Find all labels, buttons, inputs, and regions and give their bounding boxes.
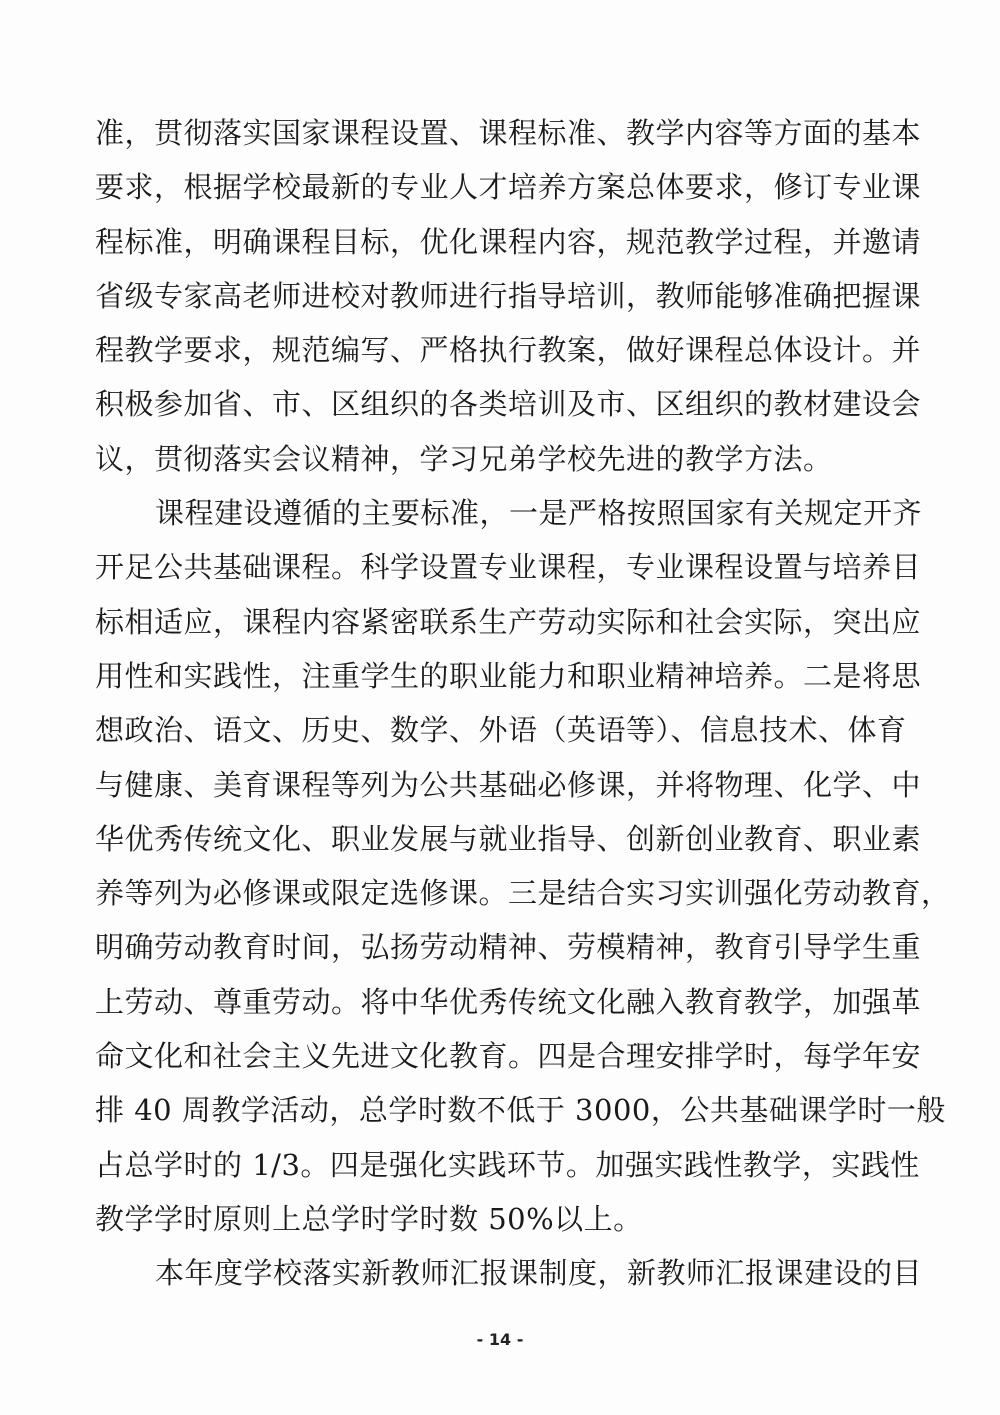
text-line: 占总学时的 1/3。四是强化实践环节。加强实践性教学，实践性 (95, 1147, 920, 1182)
page-number: - 14 - (476, 1330, 524, 1349)
text-line: 程教学要求，规范编写、严格执行教案，做好课程总体设计。并 (95, 333, 922, 368)
text-line: 华优秀传统文化、职业发展与就业指导、创新创业教育、职业素 (95, 821, 922, 856)
text-line: 明确劳动教育时间，弘扬劳动精神、劳模精神，教育引导学生重 (95, 930, 922, 965)
text-line: 排 40 周教学活动，总学时数不低于 3000，公共基础课学时一般 (95, 1093, 946, 1128)
text-line: 与健康、美育课程等列为公共基础必修课，并将物理、化学、中 (95, 767, 922, 802)
text-line: 要求，根据学校最新的专业人才培养方案总体要求，修订专业课 (95, 170, 922, 205)
paragraph-start-line: 本年度学校落实新教师汇报课制度，新教师汇报课建设的目 (155, 1256, 923, 1291)
text-line: 议，贯彻落实会议精神，学习兄弟学校先进的教学方法。 (95, 441, 833, 476)
text-line: 开足公共基础课程。科学设置专业课程，专业课程设置与培养目 (95, 550, 922, 585)
text-line: 用性和实践性，注重学生的职业能力和职业精神培养。二是将思 (95, 658, 922, 693)
paragraph-start-line: 课程建设遵循的主要标准，一是严格按照国家有关规定开齐 (155, 496, 923, 531)
text-line: 准，贯彻落实国家课程设置、课程标准、教学内容等方面的基本 (95, 116, 922, 150)
text-line: 想政治、语文、历史、数学、外语（英语等）、信息技术、体育 (95, 713, 907, 748)
text-line: 省级专家高老师进校对教师进行指导培训，教师能够准确把握课 (95, 278, 922, 313)
body-text (95, 106, 951, 1301)
text-line: 积极参加省、市、区组织的各类培训及市、区组织的教材建设会 (95, 387, 922, 422)
text-line: 教学学时原则上总学时学时数 50%以上。 (95, 1201, 643, 1236)
text-line: 标相适应，课程内容紧密联系生产劳动实际和社会实际，突出应 (95, 604, 922, 639)
text-line: 程标准，明确课程目标，优化课程内容，规范教学过程，并邀请 (95, 224, 922, 259)
text-line: 养等列为必修课或限定选修课。三是结合实习实训强化劳动教育， (95, 876, 951, 911)
text-line: 上劳动、尊重劳动。将中华优秀传统文化融入教育教学，加强革 (95, 984, 922, 1019)
text-line: 命文化和社会主义先进文化教育。四是合理安排学时，每学年安 (95, 1039, 922, 1074)
